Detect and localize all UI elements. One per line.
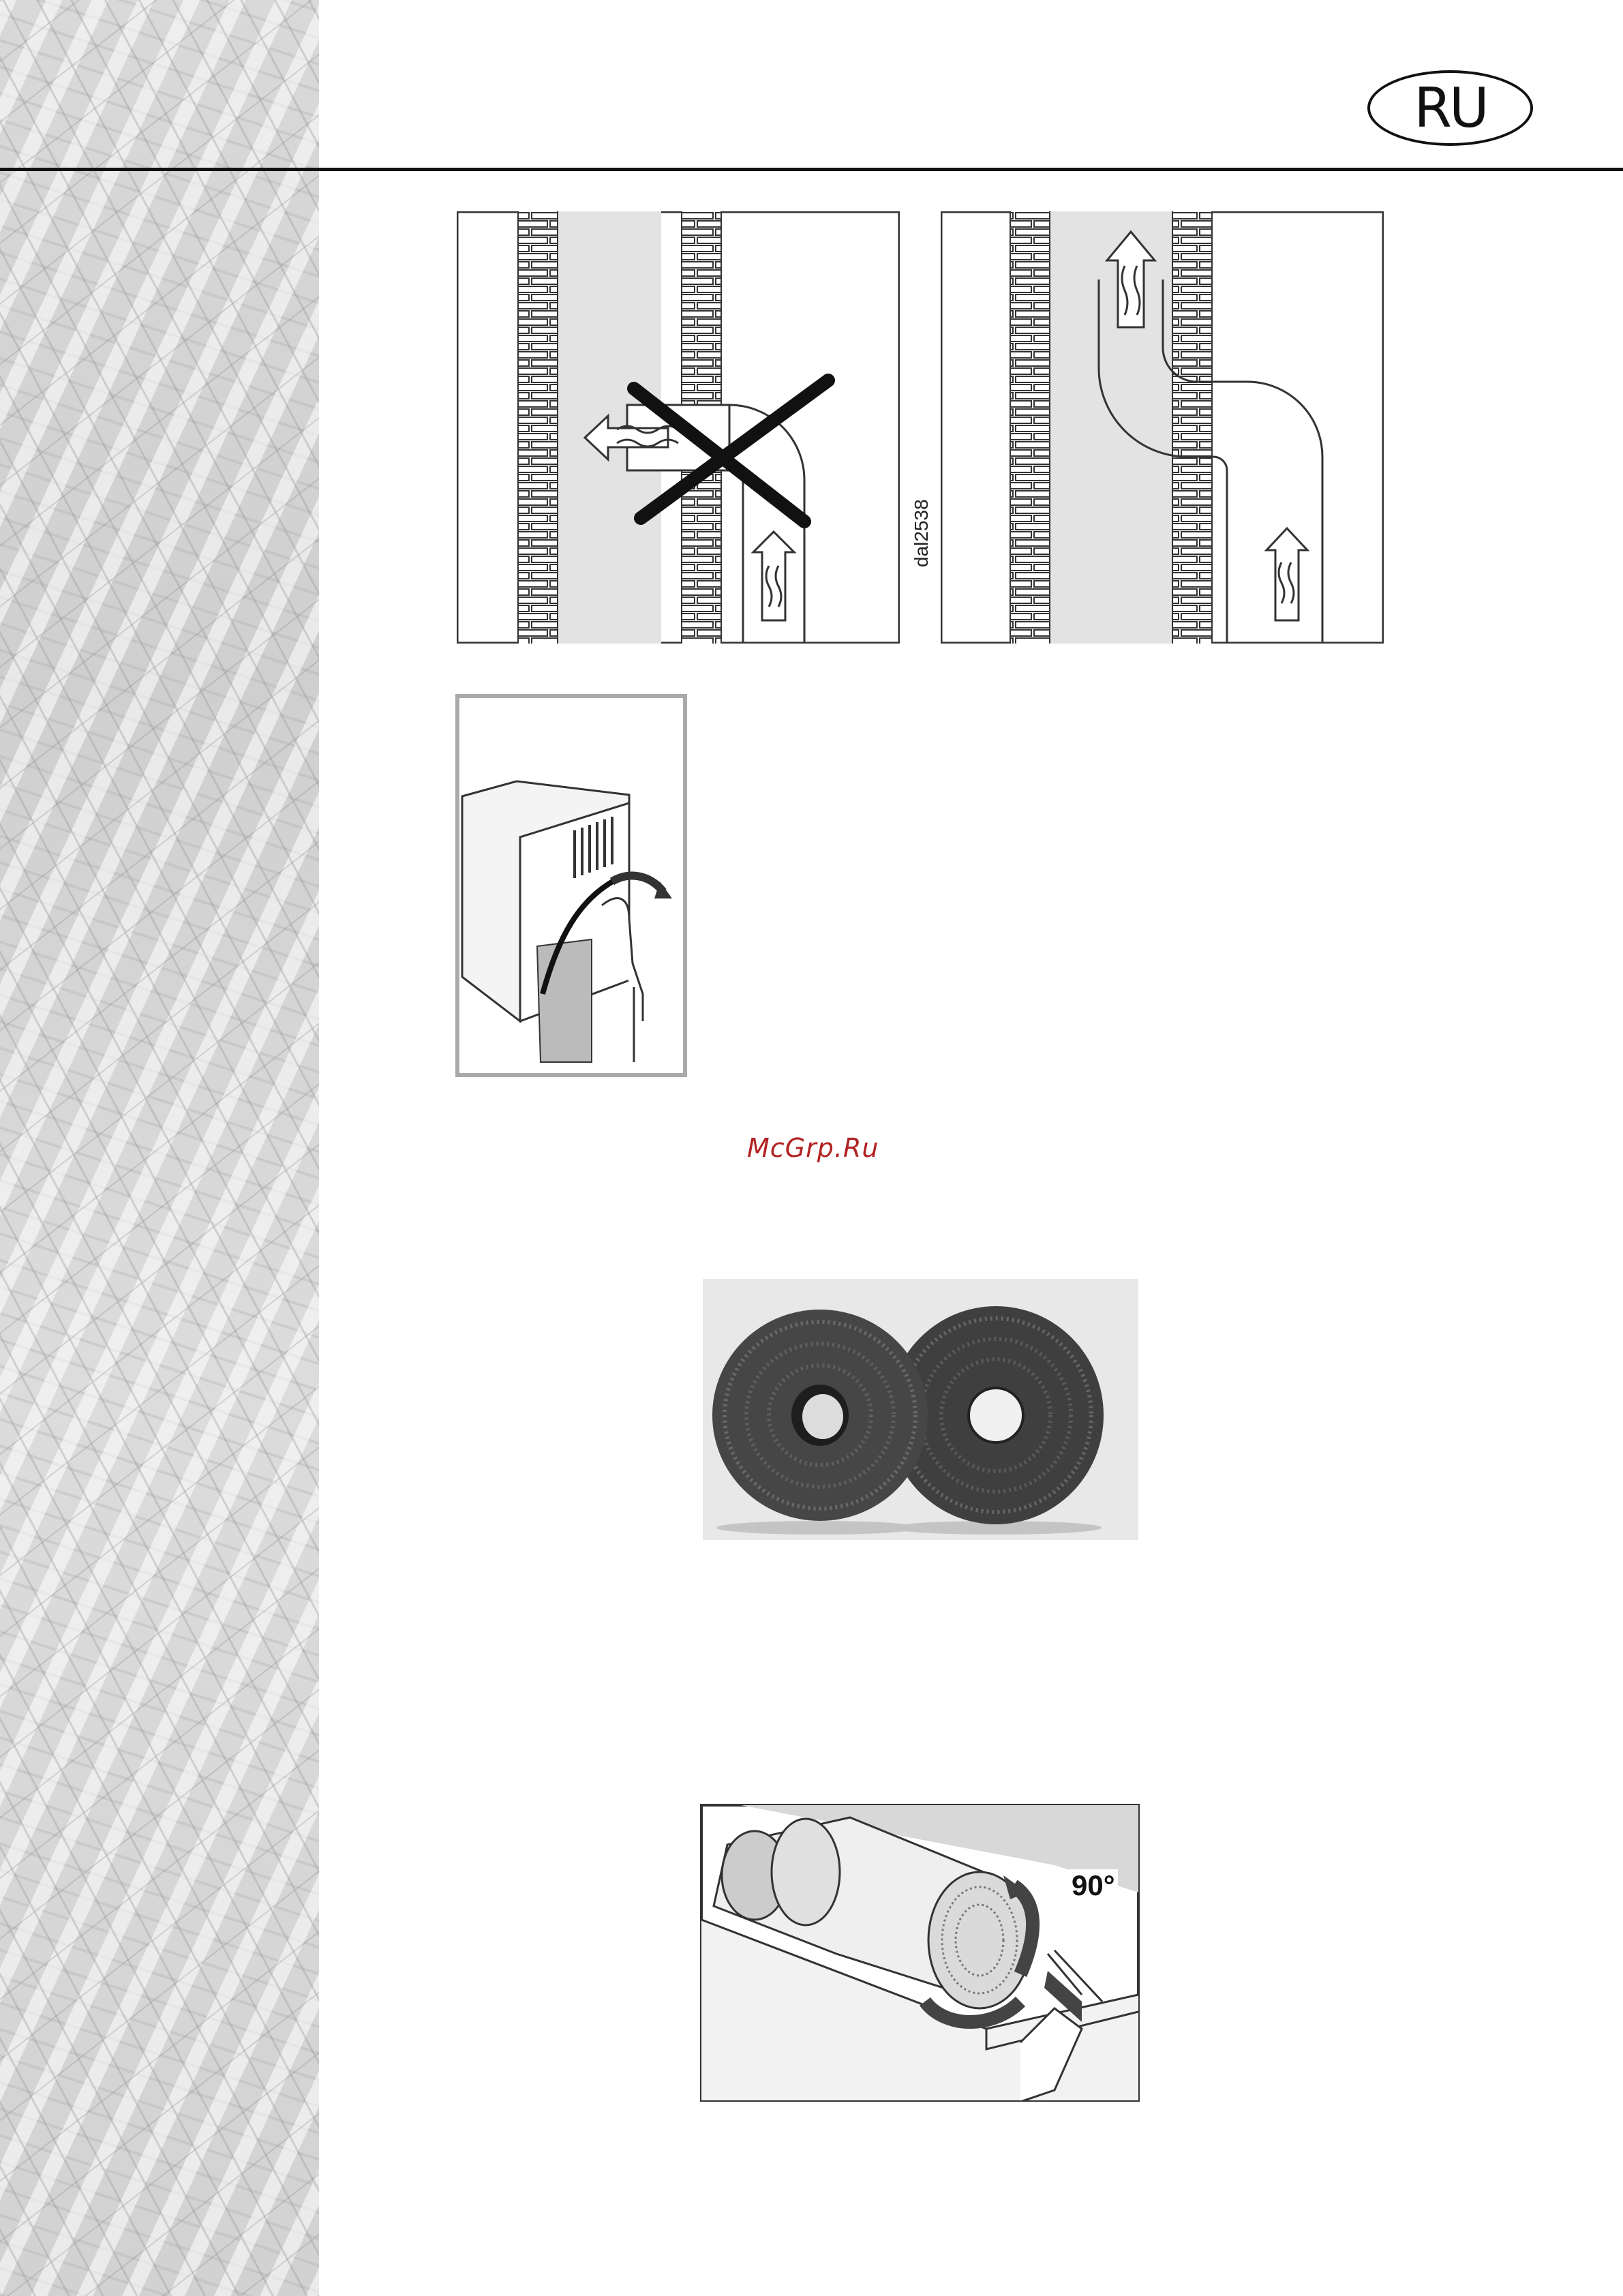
filter-install-figure <box>700 1804 1140 2102</box>
duct-correct-svg <box>941 211 1384 644</box>
header-rule <box>0 168 1623 171</box>
marble-side-strip <box>0 0 319 2296</box>
cover-removal-svg <box>455 694 687 1077</box>
watermark: McGrp.Ru <box>747 1133 879 1163</box>
duct-diagram-correct <box>941 211 1384 644</box>
figure-code: dal2538 <box>911 499 932 567</box>
filter-install-svg <box>700 1804 1140 2102</box>
rotation-label: 90° <box>1069 1869 1118 1902</box>
carbon-filters-svg <box>703 1279 1138 1540</box>
duct-wrong-svg <box>457 211 900 644</box>
carbon-filters-photo <box>703 1279 1138 1540</box>
duct-diagram-wrong <box>457 211 900 644</box>
cover-removal-figure <box>455 694 687 1077</box>
language-badge: RU <box>1367 70 1533 146</box>
